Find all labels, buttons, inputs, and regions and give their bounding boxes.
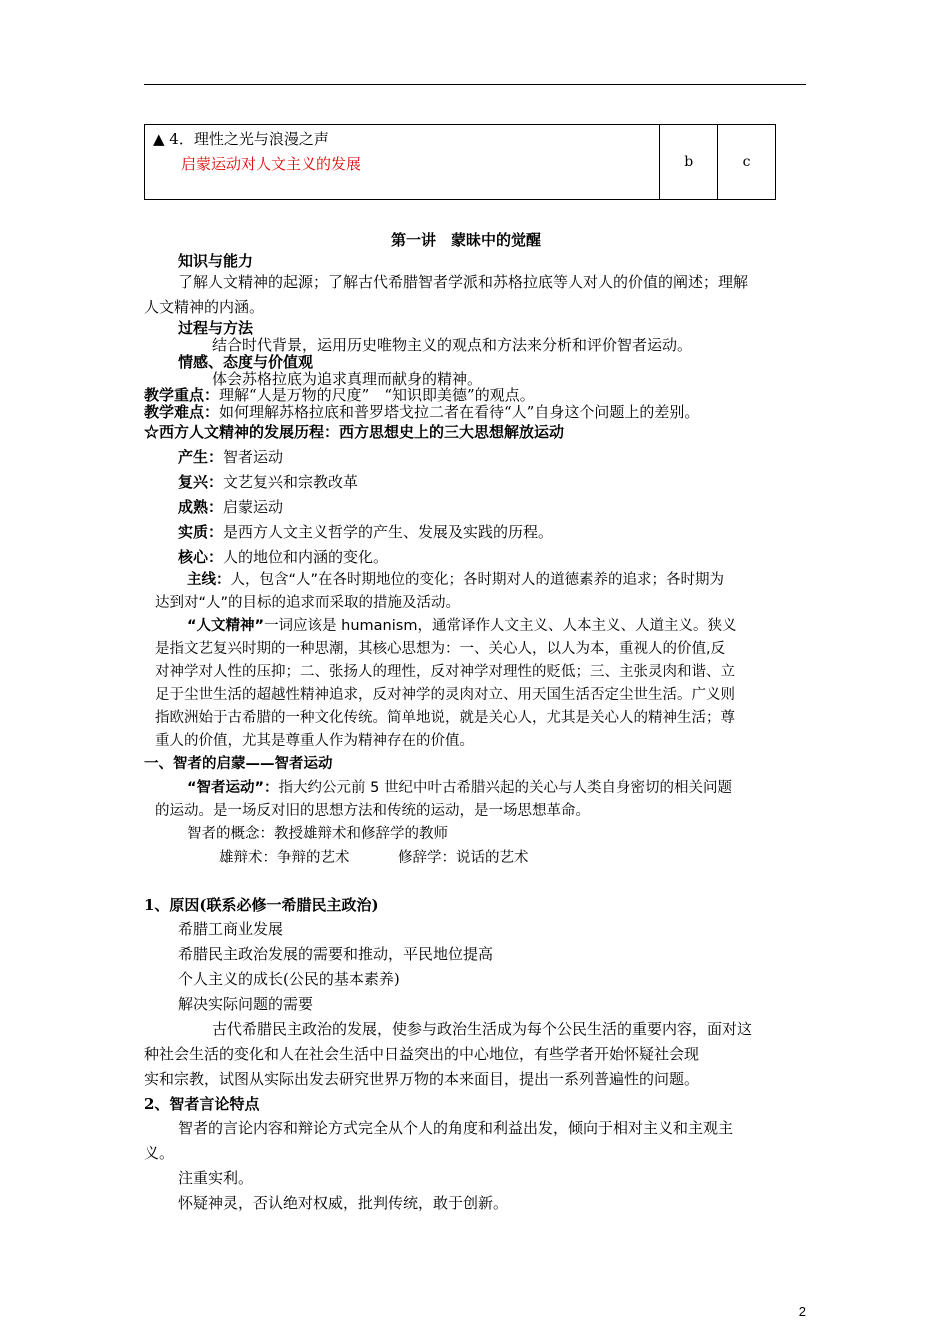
west-item: 产生：智者运动 bbox=[178, 448, 284, 466]
page-number: 2 bbox=[798, 1304, 806, 1319]
goal-text-method: 结合时代背景，运用历史唯物主义的观点和方法来分析和评价智者运动。 bbox=[212, 336, 693, 354]
topic-title: ▲ 4．理性之光与浪漫之声 bbox=[153, 130, 329, 148]
spirit-line: 重人的价值，尤其是尊重人作为精神存在的价值。 bbox=[155, 733, 474, 749]
main-line-1: 主线：人，包含“人”在各时期地位的变化；各时期对人的道德素养的追求；各时期为 bbox=[187, 572, 725, 588]
spirit-line: 足于尘世生活的超越性精神追求，反对神学的灵肉对立、用天国生活否定尘世生活。广义则 bbox=[155, 687, 735, 703]
goal-text-knowledge-1: 了解人文精神的起源；了解古代希腊智者学派和苏格拉底等人对人的价值的阐述；理解 bbox=[178, 273, 749, 291]
reasons-para-1: 古代希腊民主政治的发展，使参与政治生活成为每个公民生活的重要内容，面对这 bbox=[212, 1020, 753, 1038]
west-item: 成熟：启蒙运动 bbox=[178, 498, 284, 516]
level-b-cell: b bbox=[660, 125, 718, 200]
spirit-line: 对神学对人性的压抑；二、张扬人的理性，反对神学对理性的贬低；三、主张灵肉和谐、立 bbox=[155, 664, 735, 680]
spirit-line: 是指文艺复兴时期的一种思潮，其核心思想为：一、关心人，以人为本，重视人的价值,反 bbox=[155, 641, 726, 657]
features-para-1: 智者的言论内容和辩论方式完全从个人的角度和利益出发，倾向于相对主义和主观主 bbox=[178, 1119, 734, 1137]
reasons-para-3: 实和宗教，试图从实际出发去研究世界万物的本来面目，提出一系列普遍性的问题。 bbox=[144, 1070, 700, 1088]
reason-item: 希腊民主政治发展的需要和推动，平民地位提高 bbox=[178, 945, 494, 963]
topic-cell bbox=[145, 125, 660, 200]
topic-subtitle: 启蒙运动对人文主义的发展 bbox=[181, 155, 362, 173]
spirit-line: 指欧洲始于古希腊的一种文化传统。简单地说，就是关心人，尤其是关心人的精神生活；尊 bbox=[155, 710, 735, 726]
reasons-para-2: 种社会生活的变化和人在社会生活中日益突出的中心地位，有些学者开始怀疑社会现 bbox=[144, 1045, 700, 1063]
features-item: 注重实利。 bbox=[178, 1169, 254, 1187]
reason-item: 个人主义的成长(公民的基本素养) bbox=[178, 970, 400, 988]
reason-item: 希腊工商业发展 bbox=[178, 920, 284, 938]
west-item: 核心：人的地位和内涵的变化。 bbox=[178, 548, 389, 566]
features-para-2: 义。 bbox=[144, 1144, 175, 1162]
difficult-point: 教学难点：如何理解苏格拉底和普罗塔戈拉二者在看待“人”自身这个问题上的差别。 bbox=[144, 403, 700, 421]
goal-text-values: 体会苏格拉底为追求真理而献身的精神。 bbox=[212, 370, 483, 388]
sophist-def-1: “智者运动”：指大约公元前 5 世纪中叶古希腊兴起的关心与人类自身密切的相关问题 bbox=[187, 780, 733, 796]
goal-heading-knowledge: 知识与能力 bbox=[178, 252, 254, 270]
rhetoric-2: 修辞学：说话的艺术 bbox=[398, 850, 529, 866]
features-item: 怀疑神灵，否认绝对权威，批判传统，敢于创新。 bbox=[178, 1194, 509, 1212]
reason-item: 解决实际问题的需要 bbox=[178, 995, 314, 1013]
sophist-concept: 智者的概念：教授雄辩术和修辞学的教师 bbox=[187, 826, 448, 842]
main-line-2: 达到对“人”的目标的追求而采取的措施及活动。 bbox=[155, 595, 461, 611]
level-c-cell: c bbox=[718, 125, 776, 200]
goal-heading-method: 过程与方法 bbox=[178, 319, 254, 337]
key-point: 教学重点：理解“人是万物的尺度” “知识即美德”的观点。 bbox=[144, 386, 535, 404]
spirit-line-1: “人文精神”一词应该是 humanism，通常译作人文主义、人本主义、人道主义。狭义 bbox=[187, 618, 737, 634]
sophist-def-2: 的运动。是一场反对旧的思想方法和传统的运动，是一场思想革命。 bbox=[155, 803, 590, 819]
rhetoric-1: 雄辩术：争辩的艺术 bbox=[219, 850, 350, 866]
goal-heading-values: 情感、态度与价值观 bbox=[178, 353, 314, 371]
section1-heading: 一、智者的启蒙——智者运动 bbox=[144, 756, 333, 772]
lecture-title: 第一讲 蒙昧中的觉醒 bbox=[391, 231, 542, 249]
features-heading: 2、智者言论特点 bbox=[144, 1095, 260, 1113]
header-rule bbox=[144, 84, 806, 85]
west-item: 实质：是西方人文主义哲学的产生、发展及实践的历程。 bbox=[178, 523, 554, 541]
reasons-heading: 1、原因(联系必修一希腊民主政治) bbox=[144, 896, 379, 914]
west-heading: ☆西方人文精神的发展历程：西方思想史上的三大思想解放运动 bbox=[144, 423, 565, 441]
west-item: 复兴：文艺复兴和宗教改革 bbox=[178, 473, 359, 491]
goal-text-knowledge-2: 人文精神的内涵。 bbox=[144, 298, 265, 316]
syllabus-table bbox=[144, 124, 776, 200]
